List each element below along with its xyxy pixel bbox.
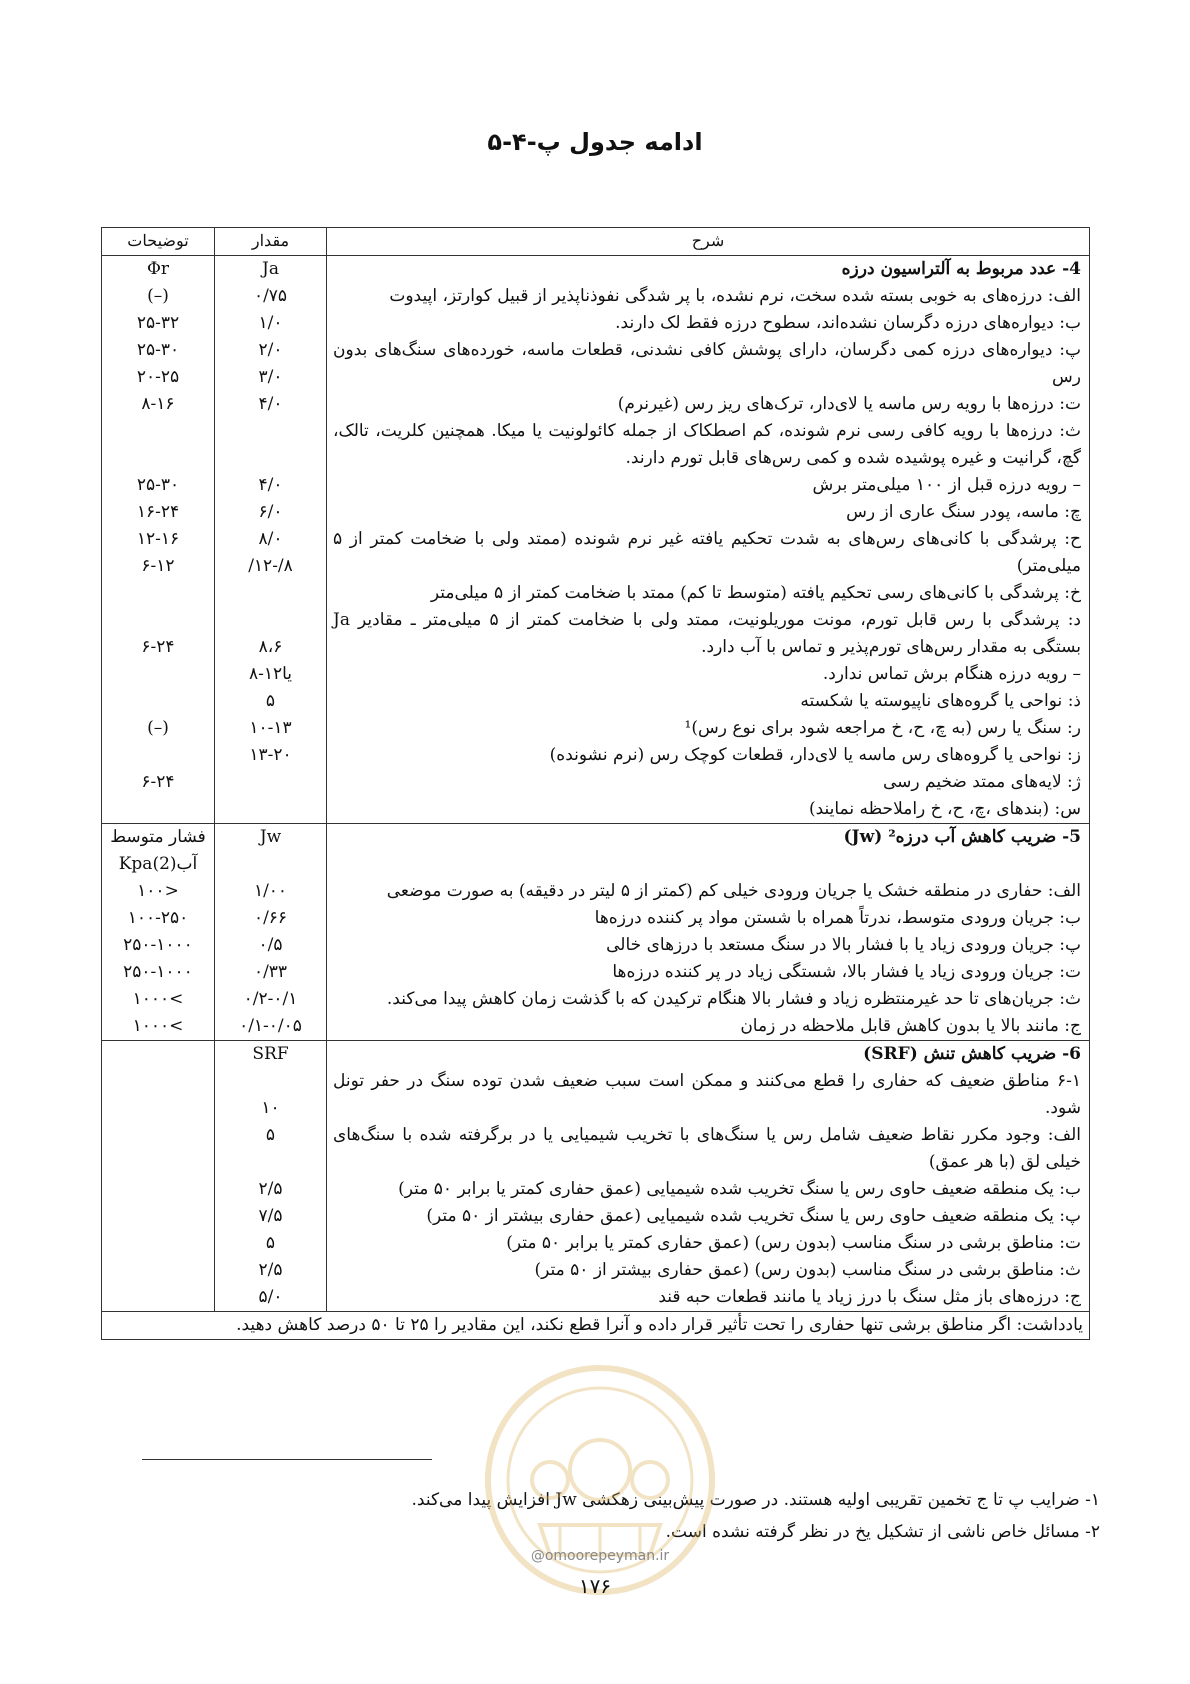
value-cell: ۱۰-۱۳ [249,718,292,738]
note-cell: (–) [147,718,169,738]
section-4-description [327,256,1090,824]
note-cell: <۱۰۰ [137,881,179,901]
header-value: مقدار [215,228,327,256]
note-cell: Φr [146,259,170,279]
list-item: ت: مناطق برشی در سنگ مناسب (بدون رس) (عمق حفاری کمتر یا برابر ۵۰ متر) [506,1233,1081,1253]
note-cell: فشار متوسط [110,827,206,847]
note-cell: ۸-۱۶ [141,394,175,414]
value-cell: ۸/-۱۲/ [248,556,293,576]
section-5-description [327,824,1090,1041]
note-cell: >۱۰۰۰ [132,1016,184,1036]
list-item: ر: سنگ یا رس (به چ، ح، خ مراجعه شود برای نوع رس)¹ [684,718,1081,738]
value-cell [215,607,326,634]
header-description: شرح [327,228,1090,256]
note-cell: ۲۵۰-۱۰۰۰ [123,962,193,982]
note-cell [102,445,214,472]
value-cell: Jw [259,827,282,847]
note-cell: ۱۰۰-۲۵۰ [127,908,189,928]
list-item: پ: یک منطقه ضعیف حاوی رس یا سنگ تخریب شده شیمیایی (عمق حفاری بیشتر از ۵۰ متر) [426,1206,1081,1226]
section-6-values [215,1041,327,1312]
value-cell: ۲/۵ [258,1179,283,1199]
list-item: ث: جریان‌های تا حد غیرمنتظره زیاد و فشار بالا هنگام ترکیدن که با گذشت زمان کاهش پیدا می‌کند. [386,989,1081,1009]
value-cell [215,445,326,472]
section-6-row [102,1041,1090,1312]
value-cell: SRF [252,1044,289,1064]
note-cell [102,688,214,715]
list-item: – رویه درزه هنگام برش تماس ندارد. [822,664,1081,684]
list-item: ث: درزه‌ها با رویه کافی رسی نرم شونده، کم اصطکاک از جمله کائولونیت یا میکا. همچنین کلریت، تالک، گچ، گرانیت و غیره پوشیده شده و کمی رس‌های قابل تورم دارند. [333,421,1081,468]
value-cell: ۵ [265,1233,276,1253]
value-cell: ۵ [265,1125,276,1145]
value-cell: ۱۰ [261,1098,280,1118]
note-cell [102,661,214,688]
list-item: ب: دیواره‌های درزه دگرسان نشده‌اند، سطوح درزه فقط لک دارند. [615,313,1081,333]
seal-watermark-icon [480,1360,720,1600]
section-4-row [102,256,1090,824]
value-cell: ۰/۵ [258,935,283,955]
value-cell: ۰/۳۳ [253,962,288,982]
list-item: د: پرشدگی با رس قابل تورم، مونت موریلونیت، ممتد ولی با ضخامت کمتر از ۵ میلی‌متر ـ مقادیر Ja بستگی به مقدار رس‌های تورم‌پذیر و تماس با آب دارد. [333,610,1081,657]
note-cell: ۲۵۰-۱۰۰۰ [123,935,193,955]
list-item: الف: درزه‌های به خوبی بسته شده سخت، نرم نشده، با پر شدگی نفوذناپذیر از قبیل کوارتز، اپیدوت [389,286,1081,306]
list-item: ث: مناطق برشی در سنگ مناسب (بدون رس) (عمق حفاری بیشتر از ۵۰ متر) [534,1260,1081,1280]
list-item: خ: پرشدگی با کانی‌های رسی تحکیم یافته (متوسط تا کم) ممتد با ضخامت کمتر از ۵ میلی‌متر [430,583,1081,603]
value-cell: Ja [262,259,279,279]
list-item: ت: جریان ورودی زیاد یا فشار بالا، شستگی زیاد در پر کننده درزه‌ها [612,962,1081,982]
list-item: پ: جریان ورودی زیاد یا با فشار بالا در سنگ مستعد با درزهای خالی [606,935,1081,955]
list-item: ژ: لایه‌های ممتد ضخیم رسی [882,772,1081,792]
section-6-notes [102,1041,215,1312]
list-item: ز: نواحی یا گروه‌های رس ماسه یا لای‌دار، قطعات کوچک رس (نرم نشونده) [549,745,1081,765]
value-cell: ۱۳-۲۰ [249,745,292,765]
value-cell: ۸،۶ [258,637,283,657]
section-5-notes [102,824,215,1041]
list-item [333,851,1081,878]
value-cell: ۸/۰ [258,529,283,549]
note-cell: ۱۲-۱۶ [136,529,180,549]
note-cell [102,418,214,445]
note-cell: ۲۵-۳۰ [136,475,180,495]
list-item: ب: جریان ورودی متوسط، ندرتاً همراه با شستن مواد پر کننده درزه‌ها [594,908,1081,928]
list-item: چ: ماسه، پودر سنگ عاری از رس [846,502,1081,522]
value-cell: ۶/۰ [258,502,283,522]
note-cell: ۶-۲۴ [141,772,175,792]
value-cell: ۱/۰۰ [253,881,288,901]
page-title: ادامه جدول پ-۴-۵ [487,128,703,156]
note-cell: ۶-۲۴ [141,637,175,657]
value-cell: ۰/۲-۰/۱ [243,989,298,1009]
table-header-row [102,228,1090,256]
value-cell [215,1068,326,1095]
note-cell [102,607,214,634]
note-cell: آب(2)Kpa [118,854,198,874]
section-5-values [215,824,327,1041]
value-cell [215,1149,326,1176]
value-cell [215,580,326,607]
watermark-text: @omoorepeyman.ir [530,1548,670,1564]
value-cell: ۵/۰ [258,1287,283,1307]
list-item: ب: یک منطقه ضعیف حاوی رس یا سنگ تخریب شده شیمیایی (عمق حفاری کمتر یا برابر ۵۰ متر) [398,1179,1081,1199]
note-cell: ۶-۱۲ [141,556,175,576]
list-item: پ: دیواره‌های درزه کمی دگرسان، دارای پوشش کافی نشدنی، قطعات ماسه، خورده‌های سنگ‌های بدون رس [333,340,1081,387]
value-cell: ۲/۵ [258,1260,283,1280]
note-cell: ۲۰-۲۵ [136,367,180,387]
page-number: ۱۷۶ [578,1574,612,1598]
table-note-row [102,1312,1090,1340]
value-cell: ۴/۰ [258,475,283,495]
section-5-row [102,824,1090,1041]
note-cell: ۱۶-۲۴ [136,502,180,522]
section-6-description [327,1041,1090,1312]
footnote-2: ۲- مسائل خاص ناشی از تشکیل یخ در نظر گرفته نشده است. [665,1522,1100,1542]
value-cell: ۷/۵ [258,1206,283,1226]
note-cell: ۲۵-۳۲ [136,313,180,333]
value-cell: ۰/۷۵ [253,286,288,306]
value-cell: ۰/۶۶ [253,908,288,928]
value-cell: ۱/۰ [258,313,283,333]
footnote-divider [142,1459,432,1460]
list-item: ج: درزه‌های باز مثل سنگ با درز زیاد یا مانند قطعات حبه قند [658,1287,1081,1307]
value-cell: ۳/۰ [258,367,283,387]
note-cell [102,580,214,607]
footnote-1: ۱- ضرایب پ تا ج تخمین تقریبی اولیه هستند. در صورت پیش‌بینی زهکشی Jw افزایش پیدا می‌کند. [411,1490,1100,1510]
table-note: یادداشت: اگر مناطق برشی تنها حفاری را تحت تأثیر قرار داده و آنرا قطع نکند، این مقادیر را ۲۵ تا ۵۰ درصد کاهش دهید. [102,1312,1090,1340]
list-item: ت: درزه‌ها با رویه رس ماسه یا لای‌دار، ترک‌های ریز رس (غیرنرم) [617,394,1081,414]
note-cell: ۲۵-۳۰ [136,340,180,360]
value-cell: ۴/۰ [258,394,283,414]
note-cell: (–) [147,286,169,306]
section-4-heading: 4- عدد مربوط به آلتراسیون درزه [841,259,1081,279]
list-item: ح: پرشدگی با کانی‌های رس‌های به شدت تحکیم یافته غیر نرم شونده (ممتد ولی با ضخامت کمتر از ۵ میلی‌متر) [333,529,1081,576]
note-cell [102,742,214,769]
list-item: الف: حفاری در منطقه خشک یا جریان ورودی خیلی کم (کمتر از ۵ لیتر در دقیقه) به صورت موضعی [386,881,1081,901]
list-item: – رویه درزه قبل از ۱۰۰ میلی‌متر برش [812,475,1081,495]
list-item: الف: وجود مکرر نقاط ضعیف شامل رس یا سنگ‌های با تخریب شیمیایی یا در برگرفته شده با سنگ‌های خیلی لق (با هر عمق) [333,1125,1081,1172]
value-cell [215,418,326,445]
value-cell: ۵ [265,691,276,711]
list-item: ج: مانند بالا یا بدون کاهش قابل ملاحظه در زمان [740,1016,1081,1036]
value-cell [215,851,326,878]
value-cell: یا۱۲-۸ [248,664,293,684]
section-4-values [215,256,327,824]
section-6-heading: 6- ضریب کاهش تنش (SRF) [863,1044,1081,1064]
footnotes [360,1484,1100,1548]
list-item: س: (بندهای ،چ، ح، خ راملاحظه نمایند) [808,799,1081,819]
value-cell: ۲/۰ [258,340,283,360]
list-item: ۶-۱ مناطق ضعیف که حفاری را قطع می‌کنند و ممکن است سبب ضعیف شدن توده سنگ در حفر تونل شود. [333,1071,1081,1118]
section-5-heading: 5- ضریب کاهش آب درزه² (Jw) [843,827,1081,847]
header-notes: توضیحات [102,228,215,256]
list-item: ذ: نواحی یا گروه‌های ناپیوسته یا شکسته [800,691,1081,711]
section-4-notes [102,256,215,824]
note-cell: >۱۰۰۰ [132,989,184,1009]
value-cell: ۰/۱-۰/۰۵ [239,1016,302,1036]
classification-table [101,227,1090,1340]
